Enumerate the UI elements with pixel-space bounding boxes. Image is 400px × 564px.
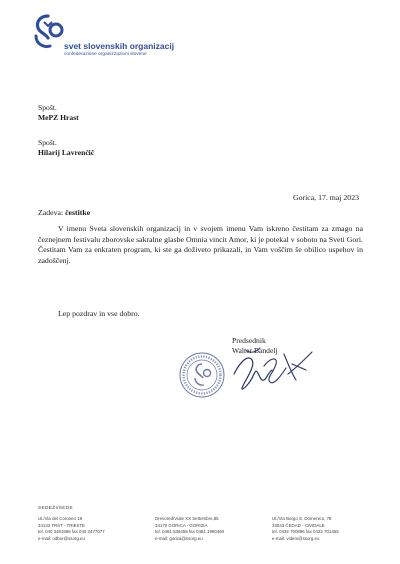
signatory-name: Walter Bandelj — [232, 346, 278, 355]
recipient-prefix: Spošt. — [38, 103, 57, 112]
footer-title: SEDEŽI/SEDE — [38, 506, 74, 511]
org-name: svet slovenskih organizacij — [64, 41, 175, 51]
recipient-block — [38, 103, 79, 123]
office-address — [38, 516, 146, 542]
recipient-block — [38, 138, 94, 158]
office-street: Ul./Via Borgo S. Domenico, 78 — [272, 516, 332, 521]
office-phone: tel. 0432 700896 fax 0432 701455 — [272, 529, 339, 535]
office-city: 34133 TRST - TRIESTE — [38, 522, 86, 528]
office-address — [155, 516, 263, 542]
subject-line — [38, 208, 90, 217]
letter-footer — [38, 506, 380, 542]
office-city: 34170 GORICA - GORIZIA — [155, 522, 208, 528]
closing-line: Lep pozdrav in vse dobro. — [58, 309, 140, 318]
handwritten-signature — [226, 344, 324, 394]
recipient-name: MePZ Hrast — [38, 113, 79, 122]
office-street: Ul./Via del Coroneo 19 — [38, 516, 83, 521]
office-email: e-mail: gorica@ssorg.eu — [155, 535, 203, 541]
office-email: e-mail: odbor@ssorg.eu — [38, 535, 85, 541]
recipient-name: Hilarij Lavrenčič — [38, 148, 95, 157]
org-subtitle: confederazione organizzazioni slovene — [64, 52, 147, 57]
office-phone: tel. 0481 536455 fax 0481 1990460 — [155, 529, 225, 535]
letter-body: V imenu Sveta slovenskih organizacij in v svojem imenu Vam iskreno čestitam za zmago na čeznejnem festivalu zborovske sakralne glasbe Omnia vincit Amor, ki je potekal v soboto na Sveti Gori. Čestitam Vam za enkraten program, ki ste ga doživeto prikazali, in Vam voščim še obilico uspehov in zadoščenj. — [38, 224, 363, 265]
subject-value: čestitke — [65, 208, 91, 217]
office-street: Drevored/Viale XX Settembre,85 — [155, 516, 219, 521]
org-logo-icon — [30, 14, 66, 50]
official-stamp — [178, 351, 226, 399]
office-address — [272, 516, 380, 542]
office-email: e-mail: videm@ssorg.eu — [272, 535, 320, 541]
signatory-title: Predsednik — [232, 336, 266, 345]
footer-offices — [38, 516, 380, 542]
letter-date: Gorica, 17. maj 2023 — [292, 193, 359, 202]
subject-label: Zadeva: — [38, 208, 64, 217]
recipient-prefix: Spošt. — [38, 138, 57, 147]
org-logo — [30, 14, 175, 60]
office-city: 33043 ČEDAD - CIVIDALE — [272, 522, 325, 528]
office-phone: tel. 040 3481586 fax 040 3477077 — [38, 529, 105, 535]
